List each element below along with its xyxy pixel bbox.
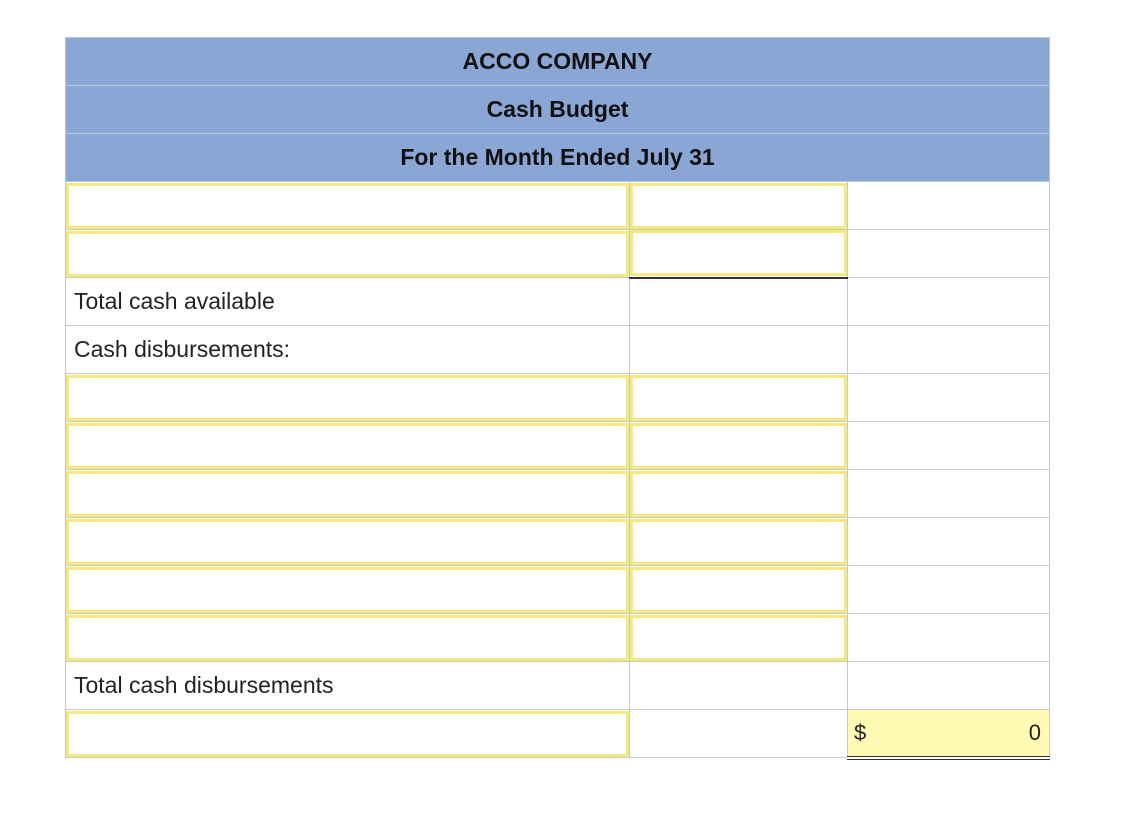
- table-row: [66, 422, 1050, 470]
- disbursement-label-input-1[interactable]: [66, 375, 629, 421]
- receipt-label-input-2[interactable]: [66, 231, 629, 277]
- blank-cell: [848, 326, 1050, 374]
- disbursement-amount-input-6[interactable]: [630, 615, 847, 661]
- table-row: [66, 518, 1050, 566]
- table-row: [66, 374, 1050, 422]
- disbursement-amount-input-5[interactable]: [630, 567, 847, 613]
- blank-cell: [848, 470, 1050, 518]
- receipt-amount-input-1[interactable]: [630, 183, 847, 229]
- blank-cell: [848, 278, 1050, 326]
- total-cash-disbursements-amount: [630, 662, 848, 710]
- blank-cell: [848, 422, 1050, 470]
- table-row: [66, 326, 1050, 374]
- table-row: [66, 710, 1050, 758]
- disbursement-amount-input-1[interactable]: [630, 375, 847, 421]
- disbursement-label-input-5[interactable]: [66, 567, 629, 613]
- disbursement-amount-input-3[interactable]: [630, 471, 847, 517]
- currency-symbol: $: [854, 720, 867, 745]
- blank-cell: [848, 518, 1050, 566]
- total-cash-disbursements-label: Total cash disbursements: [66, 662, 630, 710]
- blank-cell: [848, 566, 1050, 614]
- cash-disbursements-label: Cash disbursements:: [66, 326, 630, 374]
- blank-cell: [848, 182, 1050, 230]
- total-cash-available-label: Total cash available: [66, 278, 630, 326]
- table-row: [66, 614, 1050, 662]
- blank-cell: [848, 662, 1050, 710]
- blank-cell: [848, 614, 1050, 662]
- ending-balance-amount: [848, 710, 1050, 758]
- disbursement-label-input-4[interactable]: [66, 519, 629, 565]
- table-row: [66, 278, 1050, 326]
- table-row: [66, 182, 1050, 230]
- blank-cell: [630, 326, 848, 374]
- blank-cell: [848, 374, 1050, 422]
- table-row: [66, 662, 1050, 710]
- disbursement-amount-input-4[interactable]: [630, 519, 847, 565]
- receipt-label-input-1[interactable]: [66, 183, 629, 229]
- table-row: [66, 566, 1050, 614]
- table-row: [66, 230, 1050, 278]
- receipt-amount-input-2[interactable]: [630, 230, 847, 276]
- report-title: Cash Budget: [66, 86, 1050, 134]
- report-period: For the Month Ended July 31: [66, 134, 1050, 182]
- ending-balance-label-input[interactable]: [66, 711, 629, 757]
- disbursement-label-input-6[interactable]: [66, 615, 629, 661]
- blank-cell: [848, 230, 1050, 278]
- blank-cell: [630, 710, 848, 758]
- total-cash-available-amount: [630, 278, 848, 326]
- table-row: [66, 470, 1050, 518]
- disbursement-label-input-3[interactable]: [66, 471, 629, 517]
- disbursement-label-input-2[interactable]: [66, 423, 629, 469]
- cash-budget-table: [65, 37, 1050, 760]
- disbursement-amount-input-2[interactable]: [630, 423, 847, 469]
- ending-balance-value: 0: [1028, 720, 1041, 745]
- company-name: ACCO COMPANY: [66, 38, 1050, 86]
